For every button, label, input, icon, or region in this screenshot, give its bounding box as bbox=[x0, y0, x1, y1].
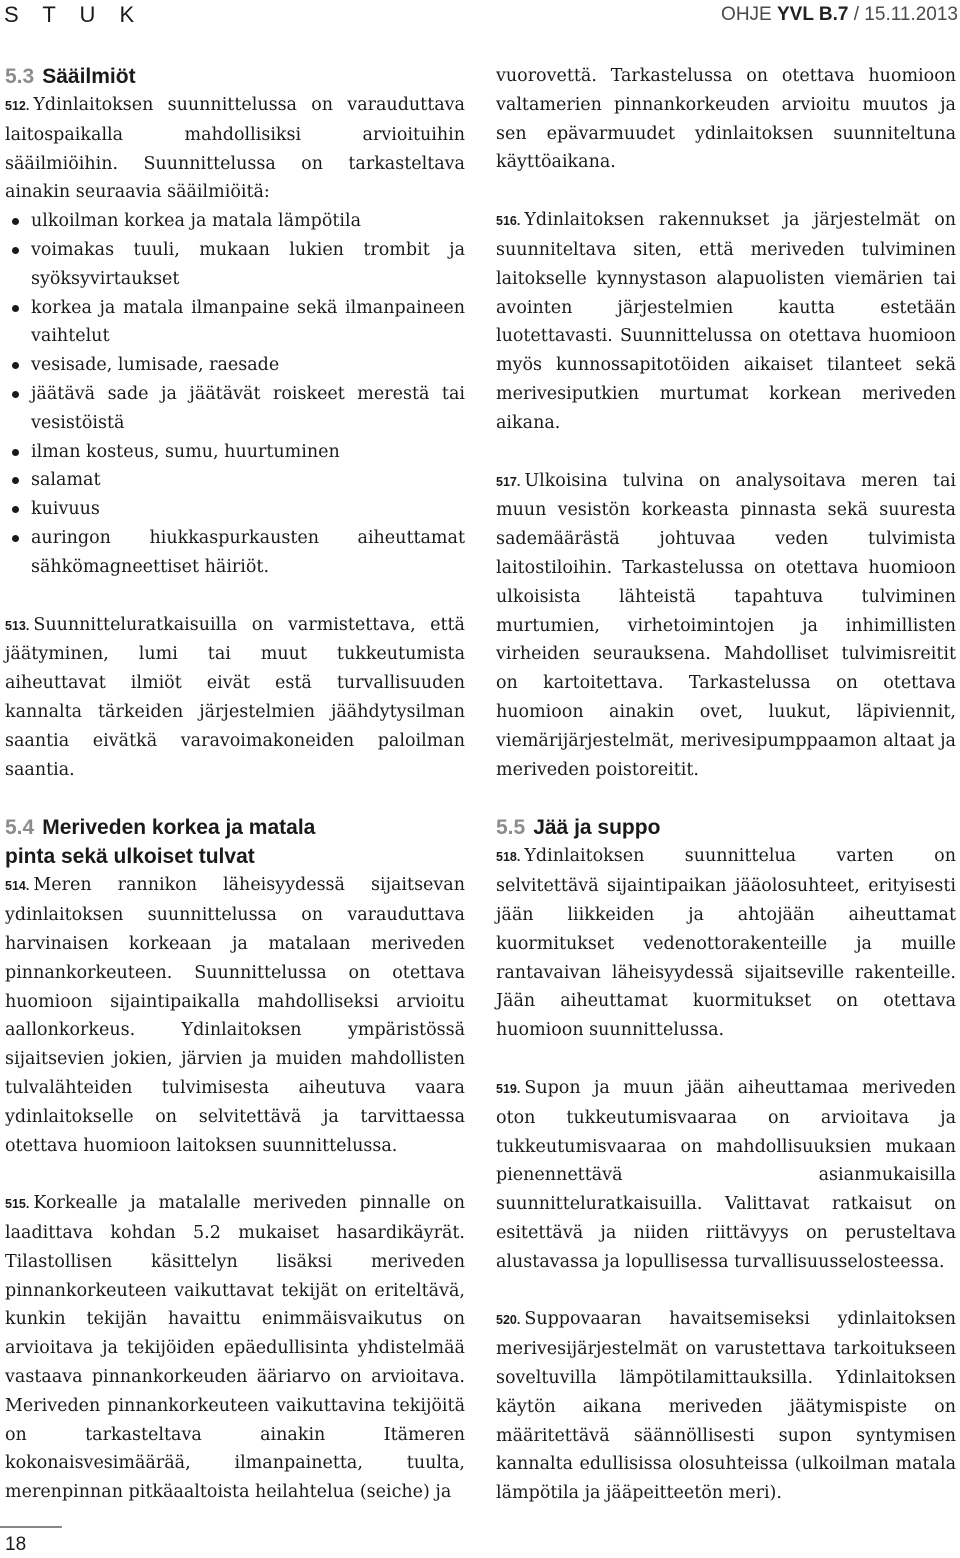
page-number: 18 bbox=[5, 1534, 27, 1555]
section-number: 5.5 bbox=[496, 816, 526, 840]
paragraph-number: 512. bbox=[5, 99, 30, 113]
paragraph-number: 519. bbox=[496, 1081, 521, 1096]
paragraph-number: 513. bbox=[5, 618, 30, 633]
paragraph-520 bbox=[496, 1305, 956, 1508]
paragraph-text: Meren rannikon läheisyydessä sijaitsevan ydinlaitoksen suunnittelussa on varauduttava harvinaisen korkeaan ja matalaan meriveden pinnankorkeuteen. Suunnittelussa on otettava huomioon sijaintipaikalla mahdolliseksi arvioitu aallonkorkeus. Ydinlaitoksen ympäristössä sijaitsevien jokien, järvien ja muiden mahdollisten tulvalähteiden tulvimisesta aiheutuva vaara ydinlaitokselle on selvitettävä ja tarvittaessa otettava huomioon laitoksen suunnittelussa. bbox=[5, 875, 465, 1156]
footer-rule bbox=[0, 1526, 62, 1528]
paragraph-number: 518. bbox=[496, 850, 521, 865]
list-item: kuivuus bbox=[5, 495, 465, 524]
list-item: salamat bbox=[5, 466, 465, 495]
paragraph-number: 515. bbox=[5, 1197, 30, 1212]
list-item: ilman kosteus, sumu, huurtuminen bbox=[5, 438, 465, 467]
paragraph-number: 514. bbox=[5, 879, 30, 894]
paragraph-text: Supon ja muun jään aiheuttamaa meriveden oton tukkeutumisvaaraa on arvioitava ja tukkeutumisvaaraa on mahdollisuuksien mukaan pienennettävä asianmukaisilla suunnitteluratkaisuilla. Valittavat ratkaisut on esitettävä ja niiden riittävyys on perusteltava alustavassa ja lopullisessa turvallisuusselosteessa. bbox=[496, 1077, 956, 1272]
guide-prefix: OHJE bbox=[721, 4, 777, 25]
paragraph-513 bbox=[5, 611, 465, 785]
paragraph-number: 517. bbox=[496, 474, 521, 489]
paragraph-515-continued: vuorovettä. Tarkastelussa on otettava huomioon valtamerien pinnankorkeuden arvioitu muutos ja sen epävarmuudet ydinlaitoksen suunniteltuna käyttöaikana. bbox=[496, 66, 956, 173]
list-item: korkea ja matala ilmanpaine sekä ilmanpaineen vaihtelut bbox=[5, 294, 465, 352]
paragraph-518 bbox=[496, 842, 956, 1045]
paragraph-514 bbox=[5, 871, 465, 1160]
paragraph-512 bbox=[5, 91, 465, 207]
list-item: vesisade, lumisade, raesade bbox=[5, 351, 465, 380]
section-heading-5-5 bbox=[496, 813, 956, 842]
guide-date: / 15.11.2013 bbox=[848, 4, 958, 25]
section-title-line-1: Meriveden korkea ja matala bbox=[42, 816, 316, 840]
paragraph-text: Ulkoisina tulvina on analysoitava meren tai muun vesistön korkeasta pinnasta sekä suuresta sademäärästä johtuvaa veden tulvimista laitostiloihin. Tarkastelussa on otettava huomioon ulkoisista lähteistä tapahtuva tulviminen murtumien, virhetoimintojen ja inhimillisten virheiden seurauksena. Mahdolliset tulvimisreitit on kartoitettava. Tarkastelussa on otettava huomioon ainakin ovet, luukut, läpiviennit, viemärijärjestelmät, merivesipumppaamon altaat ja meriveden poistoreitit. bbox=[496, 470, 956, 780]
list-item: voimakas tuuli, mukaan lukien trombit ja syöksyvirtaukset bbox=[5, 236, 465, 294]
section-title-line-2: pinta sekä ulkoiset tulvat bbox=[5, 845, 255, 869]
paragraph-text: Korkealle ja matalalle meriveden pinnalle on laadittava kohdan 5.2 mukaiset hasardikäyrät. Tilastollisen käsittelyn lisäksi meriveden pinnankorkeuteen vaikuttavat tekijät on eriteltävä, kunkin tekijän havaittu enimmäisvaikutus on arvioitava ja tekijöiden epäedullisinta yhdistelmää vastaava pinnankorkeuden ääriarvo on arvioitava. Meriveden pinnankorkeuteen vaikuttavina tekijöitä on tarkasteltava ainakin Itämeren kokonaisvesimäärää, ilmanpainetta, tuulta, merenpinnan pitkäaaltoista heilahtelua (seiche) ja bbox=[5, 1193, 465, 1503]
list-item: ulkoilman korkea ja matala lämpötila bbox=[5, 207, 465, 236]
section-number: 5.3 bbox=[5, 65, 35, 88]
org-logo-text: S T U K bbox=[4, 2, 144, 27]
guide-code: YVL B.7 bbox=[777, 4, 849, 25]
section-title: Jää ja suppo bbox=[533, 816, 661, 840]
list-item: auringon hiukkaspurkausten aiheuttamat sähkömagneettiset häiriöt. bbox=[5, 524, 465, 582]
section-heading-5-3 bbox=[5, 62, 465, 91]
paragraph-text: Suunnitteluratkaisuilla on varmistettava, että jäätyminen, lumi tai muut tukkeutumista aiheuttavat ilmiöt eivät estä turvallisuuden kannalta tärkeiden järjestelmien jäähdytysilman saantia eivätkä varavoimakoneiden paloilman saantia. bbox=[5, 614, 465, 780]
paragraph-519 bbox=[496, 1074, 956, 1277]
paragraph-text: Ydinlaitoksen rakennukset ja järjestelmät on suunniteltava siten, että meriveden tulviminen laitokselle kynnystason alapuolisten viemärien tai avointen järjestelmien kautta estetään luotettavasti. Suunnittelussa on otettava huomioon myös kunnossapitotöiden aikaiset tilanteet sekä merivesiputkien murtumat korkean meriveden aikana. bbox=[496, 210, 956, 433]
weather-phenomena-list bbox=[5, 207, 465, 581]
paragraph-517 bbox=[496, 467, 956, 785]
right-column bbox=[496, 62, 956, 1508]
section-heading-5-4 bbox=[5, 813, 465, 871]
paragraph-text: Ydinlaitoksen suunnittelua varten on selvitettävä sijaintipaikan jääolosuhteet, erityisesti jään liikkeiden ja ahtojään aiheuttamat kuormitukset vedenottorakenteille ja muille rantavaivan läheisyydessä sijaitseville rakenteille. Jään aiheuttamat kuormitukset on otettava huomioon suunnittelussa. bbox=[496, 846, 956, 1041]
left-column bbox=[5, 62, 465, 1507]
paragraph-516 bbox=[496, 206, 956, 437]
section-number: 5.4 bbox=[5, 816, 35, 840]
list-item: jäätävä sade ja jäätävät roiskeet merestä tai vesistöistä bbox=[5, 380, 465, 438]
paragraph-number: 516. bbox=[496, 214, 521, 229]
paragraph-text: Suppovaaran havaitsemiseksi ydinlaitoksen merivesijärjestelmät on varustettava tarkoitukseen soveltuvilla lämpötilamittauksilla. Ydinlaitoksen käytön aikana meriveden jäätymispiste on määritettävä säännöllisesti supon syntymisen kannalta edullisissa olosuhteissa (ulkoilman matala lämpötila ja jääpeitteetön meri). bbox=[496, 1309, 956, 1504]
paragraph-text: Ydinlaitoksen suunnittelussa on varauduttava laitospaikalla mahdollisiksi arvioituihin sääilmiöihin. Suunnittelussa on tarkasteltava ainakin seuraavia sääilmiöitä: bbox=[5, 95, 465, 203]
paragraph-number: 520. bbox=[496, 1313, 521, 1328]
paragraph-515 bbox=[5, 1189, 465, 1507]
guide-reference bbox=[721, 4, 958, 26]
section-title: Sääilmiöt bbox=[42, 65, 136, 88]
